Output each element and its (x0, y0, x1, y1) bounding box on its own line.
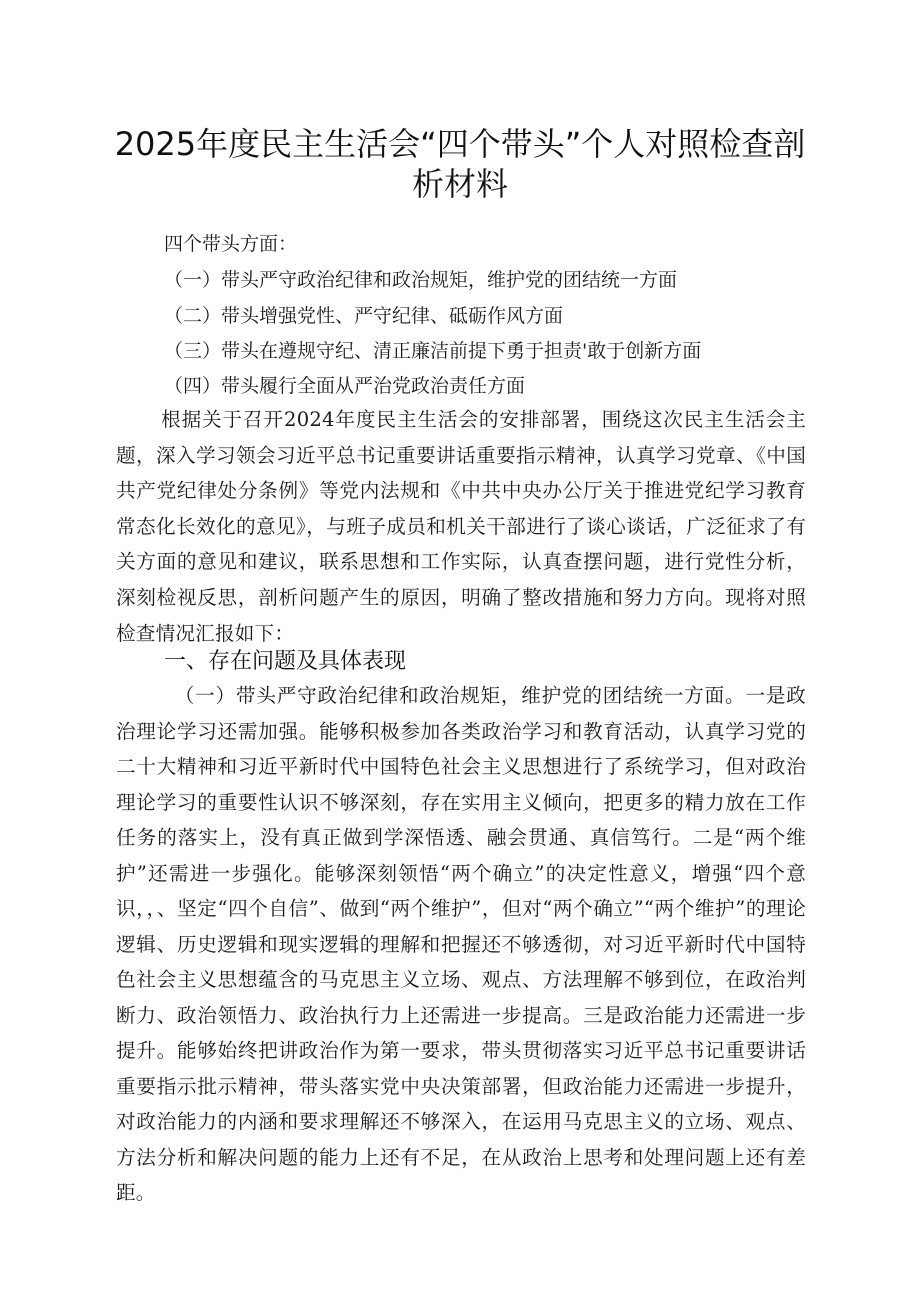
section-heading: 一、存在问题及具体表现 (164, 649, 407, 674)
aspect-item-2: （二）带头增强党性、严守纪律、砥砺作风方面 (164, 305, 564, 327)
aspect-item-4: （四）带头履行全面从严治党政治责任方面 (164, 375, 526, 397)
aspect-item-3: （三）带头在遵规守纪、清正廉洁前提下勇于担责'敢于创新方面 (164, 340, 702, 362)
document-title: 2025年度民主生活会“四个带头”个人对照检查剖析材料 (114, 125, 806, 203)
intro-paragraph: 根据关于召开2024年度民主生活会的安排部署，围绕这次民主生活会主题，深入学习领会习近平总书记重要讲话重要指示精神，认真学习党章、《中国共产党纪律处分条例》等党内法规和《中共中央办公厅关于推进党纪学习教育常态化长效化的意见》，与班子成员和机关干部进行了谈心谈话，广泛征求了有关方面的意见和建议，联系思想和工作实际，认真查摆问题，进行党性分析，深刻检视反思，剖析问题产生的原因，明确了整改措施和努力方向。现将对照检查情况汇报如下： (116, 408, 806, 645)
aspect-item-1: （一）带头严守政治纪律和政治规矩，维护党的团结统一方面 (164, 269, 678, 291)
section-paragraph: （一）带头严守政治纪律和政治规矩，维护党的团结统一方面。一是政治理论学习还需加强。能够积极参加各类政治学习和教育活动，认真学习党的二十大精神和习近平新时代中国特色社会主义思想进行了系统学习，但对政治理论学习的重要性认识不够深刻，存在实用主义倾向，把更多的精力放在工作任务的落实上，没有真正做到学深悟透、融会贯通、真信笃行。二是“两个维护”还需进一步强化。能够深刻领悟“两个确立”的决定性意义，增强“四个意识，，、坚定“四个自信”、做到“两个维护”，但对“两个确立”“两个维护”的理论逻辑、历史逻辑和现实逻辑的理解和把握还不够透彻，对习近平新时代中国特色社会主义思想蕴含的马克思主义立场、观点、方法理解不够到位，在政治判断力、政治领悟力、政治执行力上还需进一步提高。三是政治能力还需进一步提升。能够始终把讲政治作为第一要求，带头贯彻落实习近平总书记重要讲话重要指示批示精神，带头落实党中央决策部署，但政治能力还需进一步提升，对政治能力的内涵和要求理解还不够深入，在运用马克思主义的立场、观点、方法分析和解决问题的能力上还有不足，在从政治上思考和处理问题上还有差距。 (116, 684, 806, 1204)
aspects-heading: 四个带头方面： (164, 233, 298, 255)
